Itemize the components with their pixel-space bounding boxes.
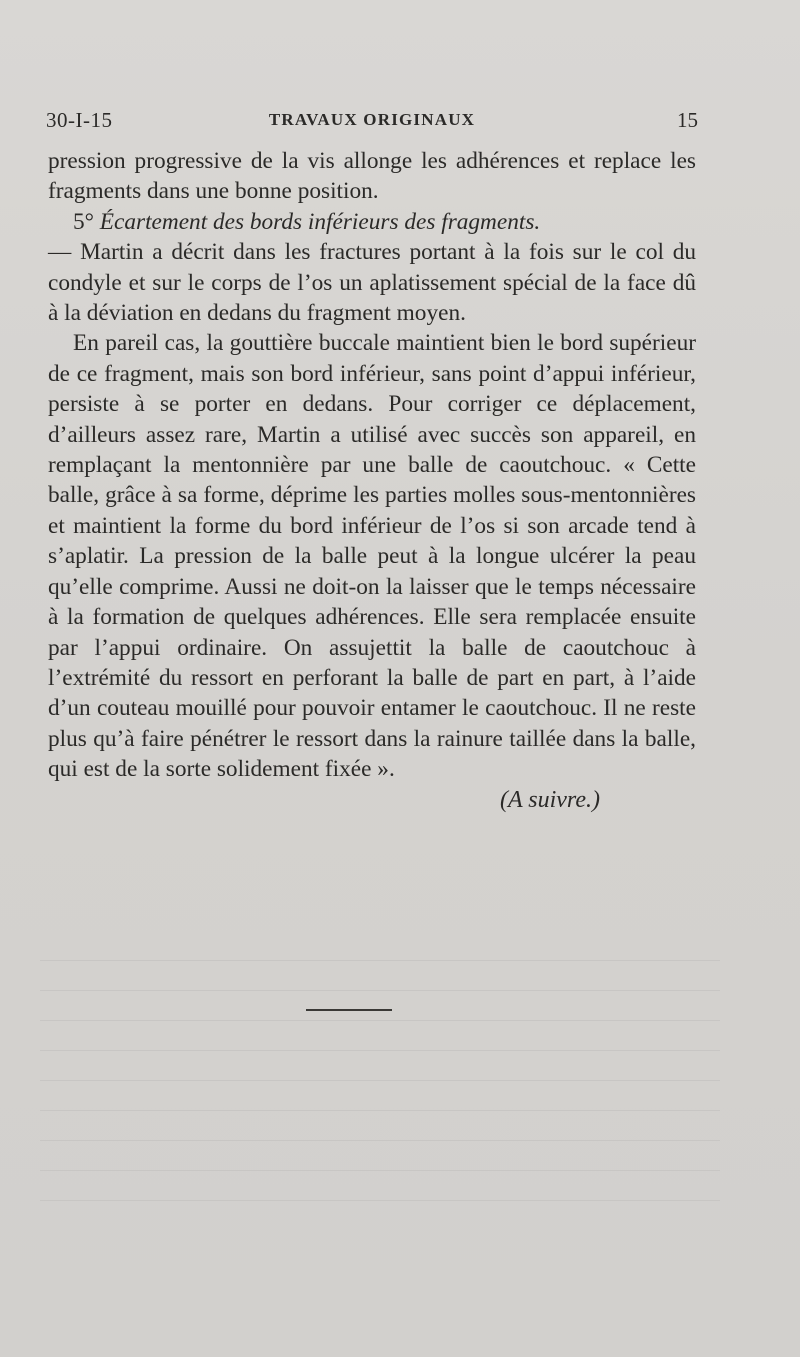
section-title: TRAVAUX ORIGINAUX (268, 110, 476, 129)
running-head (46, 108, 698, 142)
show-through-texture (40, 960, 720, 1260)
issue-date: 30-I-15 (46, 108, 113, 132)
subsection-title: Écartement des bords inférieurs des fragments. (99, 208, 541, 235)
article-body (48, 146, 696, 815)
subsection-heading (48, 207, 696, 237)
subsection-number: 5° (73, 208, 94, 235)
paragraph-2: — Martin a décrit dans les fractures portant à la fois sur le col du condyle et sur le corps de l’os un aplatissement spécial de la face dû à la déviation en dedans du fragment moyen. (48, 239, 696, 327)
paragraph-1: pression progressive de la vis allonge les adhérences et replace les fragments dans une bonne position. (48, 148, 696, 205)
page-number: 15 (677, 108, 698, 132)
continuation-note: (A suivre.) (500, 786, 600, 813)
paragraph-3: En pareil cas, la gouttière buccale maintient bien le bord supérieur de ce fragment, mais son bord inférieur, sans point d’appui inférieur, persiste à se porter en dedans. Pour corriger ce déplacement, d’ailleurs assez rare, Martin a utilisé avec succès son appareil, en remplaçant la mentonnière par une balle de caoutchouc. « Cette balle, grâce à sa forme, déprime les parties molles sous-mentonnières et maintient la forme du bord inférieur de l’os si son arcade tend à s’aplatir. La pression de la balle peut à la longue ulcérer la peau qu’elle comprime. Aussi ne doit-on la laisser que le temps nécessaire à la formation de quelques adhérences. Elle sera remplacée ensuite par l’appui ordinaire. On assujettit la balle de caoutchouc à l’extrémité du ressort en perforant la balle de part en part, à l’aide d’un couteau mouillé pour pouvoir entamer le caoutchouc. Il ne reste plus qu’à faire pénétrer le ressort dans la rainure taillée dans la balle, qui est de la sorte solidement fixée ». (48, 330, 696, 783)
